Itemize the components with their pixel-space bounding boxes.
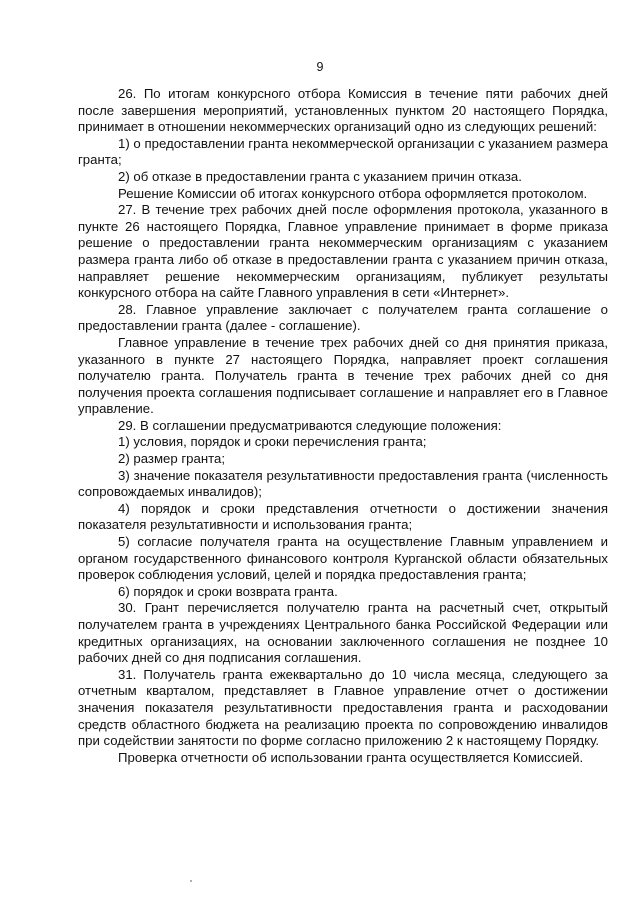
paragraph-28-continued: Главное управление в течение трех рабочих дней со дня принятия приказа, указанного в пункте 27 настоящего Порядка, направляет проект соглашения получателю гранта. Получатель гранта в течение трех рабочих дней со дня получения проекта соглашения подписывает соглашение и направляет его в Главное управление. (78, 334, 608, 417)
scan-speck (190, 880, 192, 882)
paragraph-31-verification: Проверка отчетности об использовании гранта осуществляется Комиссией. (118, 749, 584, 765)
paragraph-26-item-2: 2) об отказе в предоставлении гранта с указанием причин отказа. (118, 168, 522, 184)
paragraph-26: 26. По итогам конкурсного отбора Комиссия в течение пяти рабочих дней после завершения мероприятий, установленных пунктом 20 настоящего Порядка, принимает в отношении некоммерческих организаций одно из следующих решений: (78, 86, 608, 135)
paragraph-31: 31. Получатель гранта ежеквартально до 10 числа месяца, следующего за отчетным кварталом, представляет в Главное управление отчет о достижении значения показателя результативности предоставления гранта и расходовании средств областного бюджета на реализацию проекта по сопровождению инвалидов при содействии занятости по форме согласно приложению 2 к настоящему Порядку. (78, 666, 608, 749)
paragraph-29-item-5: 5) согласие получателя гранта на осуществление Главным управлением и органом государственного финансового контроля Курганской области обязательных проверок соблюдения условий, целей и порядка предоставления гранта; (78, 534, 608, 583)
paragraph-29-item-4: 4) порядок и сроки представления отчетности о достижении значения показателя результативности и использования гранта; (78, 500, 608, 533)
page-number: 9 (316, 60, 324, 74)
paragraph-29-item-1: 1) условия, порядок и сроки перечисления гранта; (118, 434, 427, 450)
paragraph-28: 28. Главное управление заключает с получателем гранта соглашение о предоставлении гранта (далее - соглашение). (78, 301, 608, 334)
paragraph-29-item-2: 2) размер гранта; (118, 451, 226, 467)
paragraph-27: 27. В течение трех рабочих дней после оформления протокола, указанного в пункте 26 настоящего Порядка, Главное управление принимает в форме приказа решение о предоставлении гранта некоммерческим организациям с указанием размера гранта либо об отказе в предоставлении гранта с указанием причин отказа, направляет решение некоммерческим организациям, публикует результаты конкурсного отбора на сайте Главного управления в сети «Интернет». (78, 202, 608, 301)
paragraph-26-item-1: 1) о предоставлении гранта некоммерческой организации с указанием размера гранта; (78, 135, 608, 168)
paragraph-29: 29. В соглашении предусматриваются следующие положения: (118, 417, 502, 433)
document-body (78, 86, 608, 766)
paragraph-30: 30. Грант перечисляется получателю гранта на расчетный счет, открытый получателем гранта в учреждениях Центрального банка Российской Федерации или кредитных организациях, на основании заключенного соглашения не позднее 10 рабочих дней со дня подписания соглашения. (78, 600, 608, 666)
paragraph-26-decision: Решение Комиссии об итогах конкурсного отбора оформляется протоколом. (118, 185, 588, 201)
paragraph-29-item-6: 6) порядок и сроки возврата гранта. (118, 583, 338, 599)
paragraph-29-item-3: 3) значение показателя результативности предоставления гранта (численность сопровождаемых инвалидов); (78, 467, 608, 500)
